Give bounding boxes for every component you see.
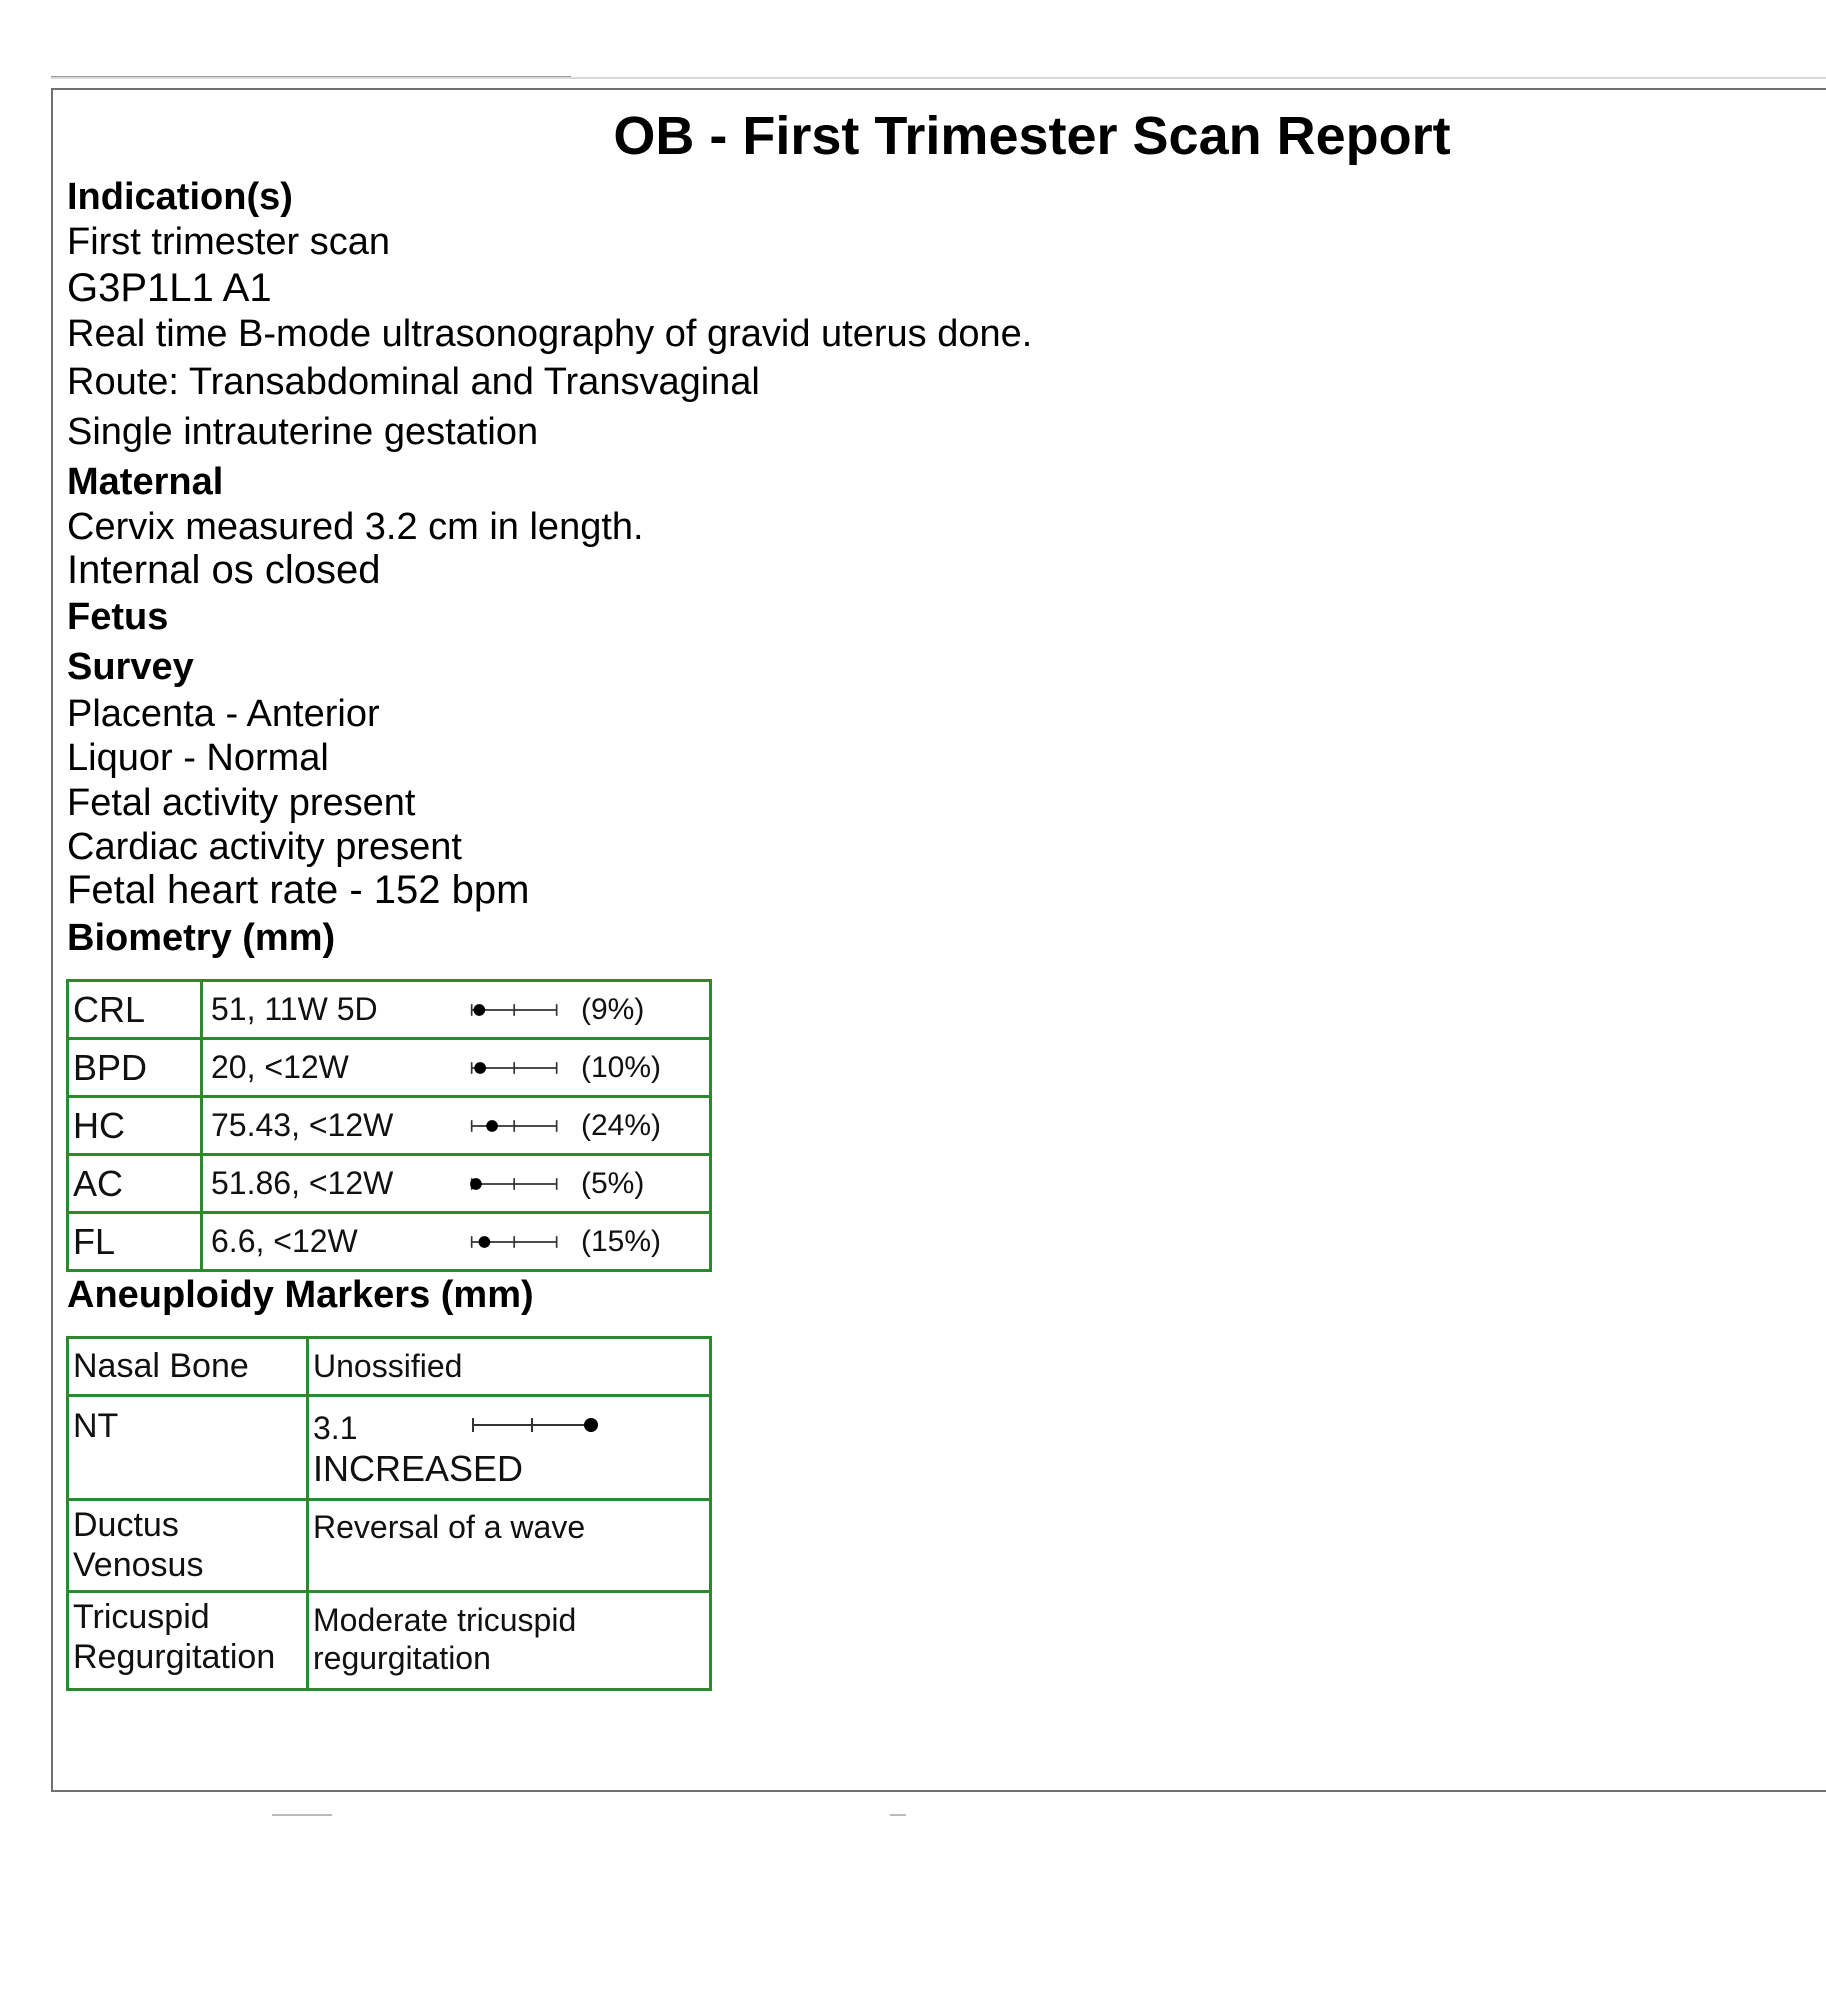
- marker-name-line: Regurgitation: [73, 1638, 276, 1676]
- percentile-dot: [584, 1418, 598, 1432]
- marker-finding: 3.1: [313, 1410, 358, 1446]
- marker-finding-line: Moderate tricuspid: [313, 1602, 577, 1638]
- marker-name-line: Tricuspid: [73, 1598, 210, 1636]
- report-frame: [51, 88, 1826, 1792]
- nt-status: INCREASED: [313, 1448, 524, 1489]
- biometry-param: BPD: [68, 1039, 202, 1097]
- fetus-heading: Fetus: [67, 596, 169, 638]
- biometry-param: HC: [68, 1097, 202, 1155]
- percentile-dot: [479, 1236, 491, 1248]
- percentile-label: (24%): [581, 1108, 662, 1142]
- biometry-value: 51, 11W 5D: [211, 991, 378, 1027]
- indication-line: Single intrauterine gestation: [67, 411, 539, 453]
- marker-finding-line: regurgitation: [313, 1640, 491, 1676]
- percentile-dot: [474, 1062, 486, 1074]
- nt-percentile-scale: [469, 1411, 609, 1439]
- aneuploidy-table: [66, 1336, 712, 1691]
- percentile-label: (15%): [581, 1224, 662, 1258]
- survey-heading: Survey: [67, 646, 194, 688]
- biometry-value-cell: [202, 1213, 711, 1271]
- marker-name: [68, 1592, 308, 1690]
- maternal-line: Internal os closed: [67, 548, 381, 592]
- indication-line: Route: Transabdominal and Transvaginal: [67, 361, 760, 403]
- survey-line: Liquor - Normal: [67, 737, 329, 779]
- biometry-value: 20, <12W: [211, 1049, 349, 1085]
- biometry-value: 6.6, <12W: [211, 1223, 358, 1259]
- scan-edge-mark: [890, 1814, 906, 1816]
- table-row: [68, 1213, 711, 1271]
- table-row: [68, 1396, 711, 1500]
- survey-line: Placenta - Anterior: [67, 693, 380, 735]
- table-row: [68, 1097, 711, 1155]
- percentile-scale: [461, 1000, 579, 1020]
- aneuploidy-heading: Aneuploidy Markers (mm): [67, 1274, 534, 1316]
- table-row: [68, 1500, 711, 1592]
- biometry-value-cell: [202, 981, 711, 1039]
- percentile-dot: [486, 1120, 498, 1132]
- maternal-line: Cervix measured 3.2 cm in length.: [67, 506, 644, 548]
- marker-finding: Unossified: [308, 1338, 711, 1396]
- percentile-scale: [461, 1232, 579, 1252]
- biometry-table: [66, 979, 712, 1272]
- biometry-value-cell: [202, 1097, 711, 1155]
- survey-line: Cardiac activity present: [67, 826, 462, 868]
- nt-cell: [308, 1396, 711, 1500]
- table-row: [68, 1039, 711, 1097]
- percentile-label: (9%): [581, 992, 645, 1026]
- marker-name: NT: [68, 1396, 308, 1500]
- scan-edge-mark: [272, 1814, 332, 1816]
- biometry-value-cell: [202, 1155, 711, 1213]
- indication-line: First trimester scan: [67, 221, 391, 263]
- indication-line: Real time B-mode ultrasonography of gravid uterus done.: [67, 313, 1033, 355]
- indication-line: G3P1L1 A1: [67, 266, 272, 310]
- biometry-value: 51.86, <12W: [211, 1165, 394, 1201]
- scan-edge-line: [51, 77, 1826, 79]
- percentile-dot: [470, 1178, 482, 1190]
- biometry-value: 75.43, <12W: [211, 1107, 394, 1143]
- survey-line: Fetal activity present: [67, 782, 416, 824]
- percentile-scale: [461, 1116, 579, 1136]
- survey-line: Fetal heart rate - 152 bpm: [67, 868, 530, 912]
- report-title: OB - First Trimester Scan Report: [613, 106, 1451, 166]
- marker-finding: Reversal of a wave: [308, 1500, 711, 1592]
- table-row: [68, 1592, 711, 1690]
- marker-name-line: Venosus: [73, 1546, 204, 1584]
- marker-finding: [308, 1592, 711, 1690]
- biometry-param: FL: [68, 1213, 202, 1271]
- indications-heading: Indication(s): [67, 176, 293, 218]
- percentile-dot: [473, 1004, 485, 1016]
- percentile-scale: [461, 1058, 579, 1078]
- biometry-param: AC: [68, 1155, 202, 1213]
- biometry-param: CRL: [68, 981, 202, 1039]
- percentile-scale: [461, 1174, 579, 1194]
- maternal-heading: Maternal: [67, 461, 224, 503]
- table-row: [68, 1338, 711, 1396]
- biometry-heading: Biometry (mm): [67, 917, 336, 959]
- percentile-label: (5%): [581, 1166, 645, 1200]
- table-row: [68, 981, 711, 1039]
- marker-name: [68, 1500, 308, 1592]
- table-row: [68, 1155, 711, 1213]
- marker-name-line: Ductus: [73, 1506, 179, 1544]
- biometry-value-cell: [202, 1039, 711, 1097]
- percentile-label: (10%): [581, 1050, 662, 1084]
- marker-name: Nasal Bone: [68, 1338, 308, 1396]
